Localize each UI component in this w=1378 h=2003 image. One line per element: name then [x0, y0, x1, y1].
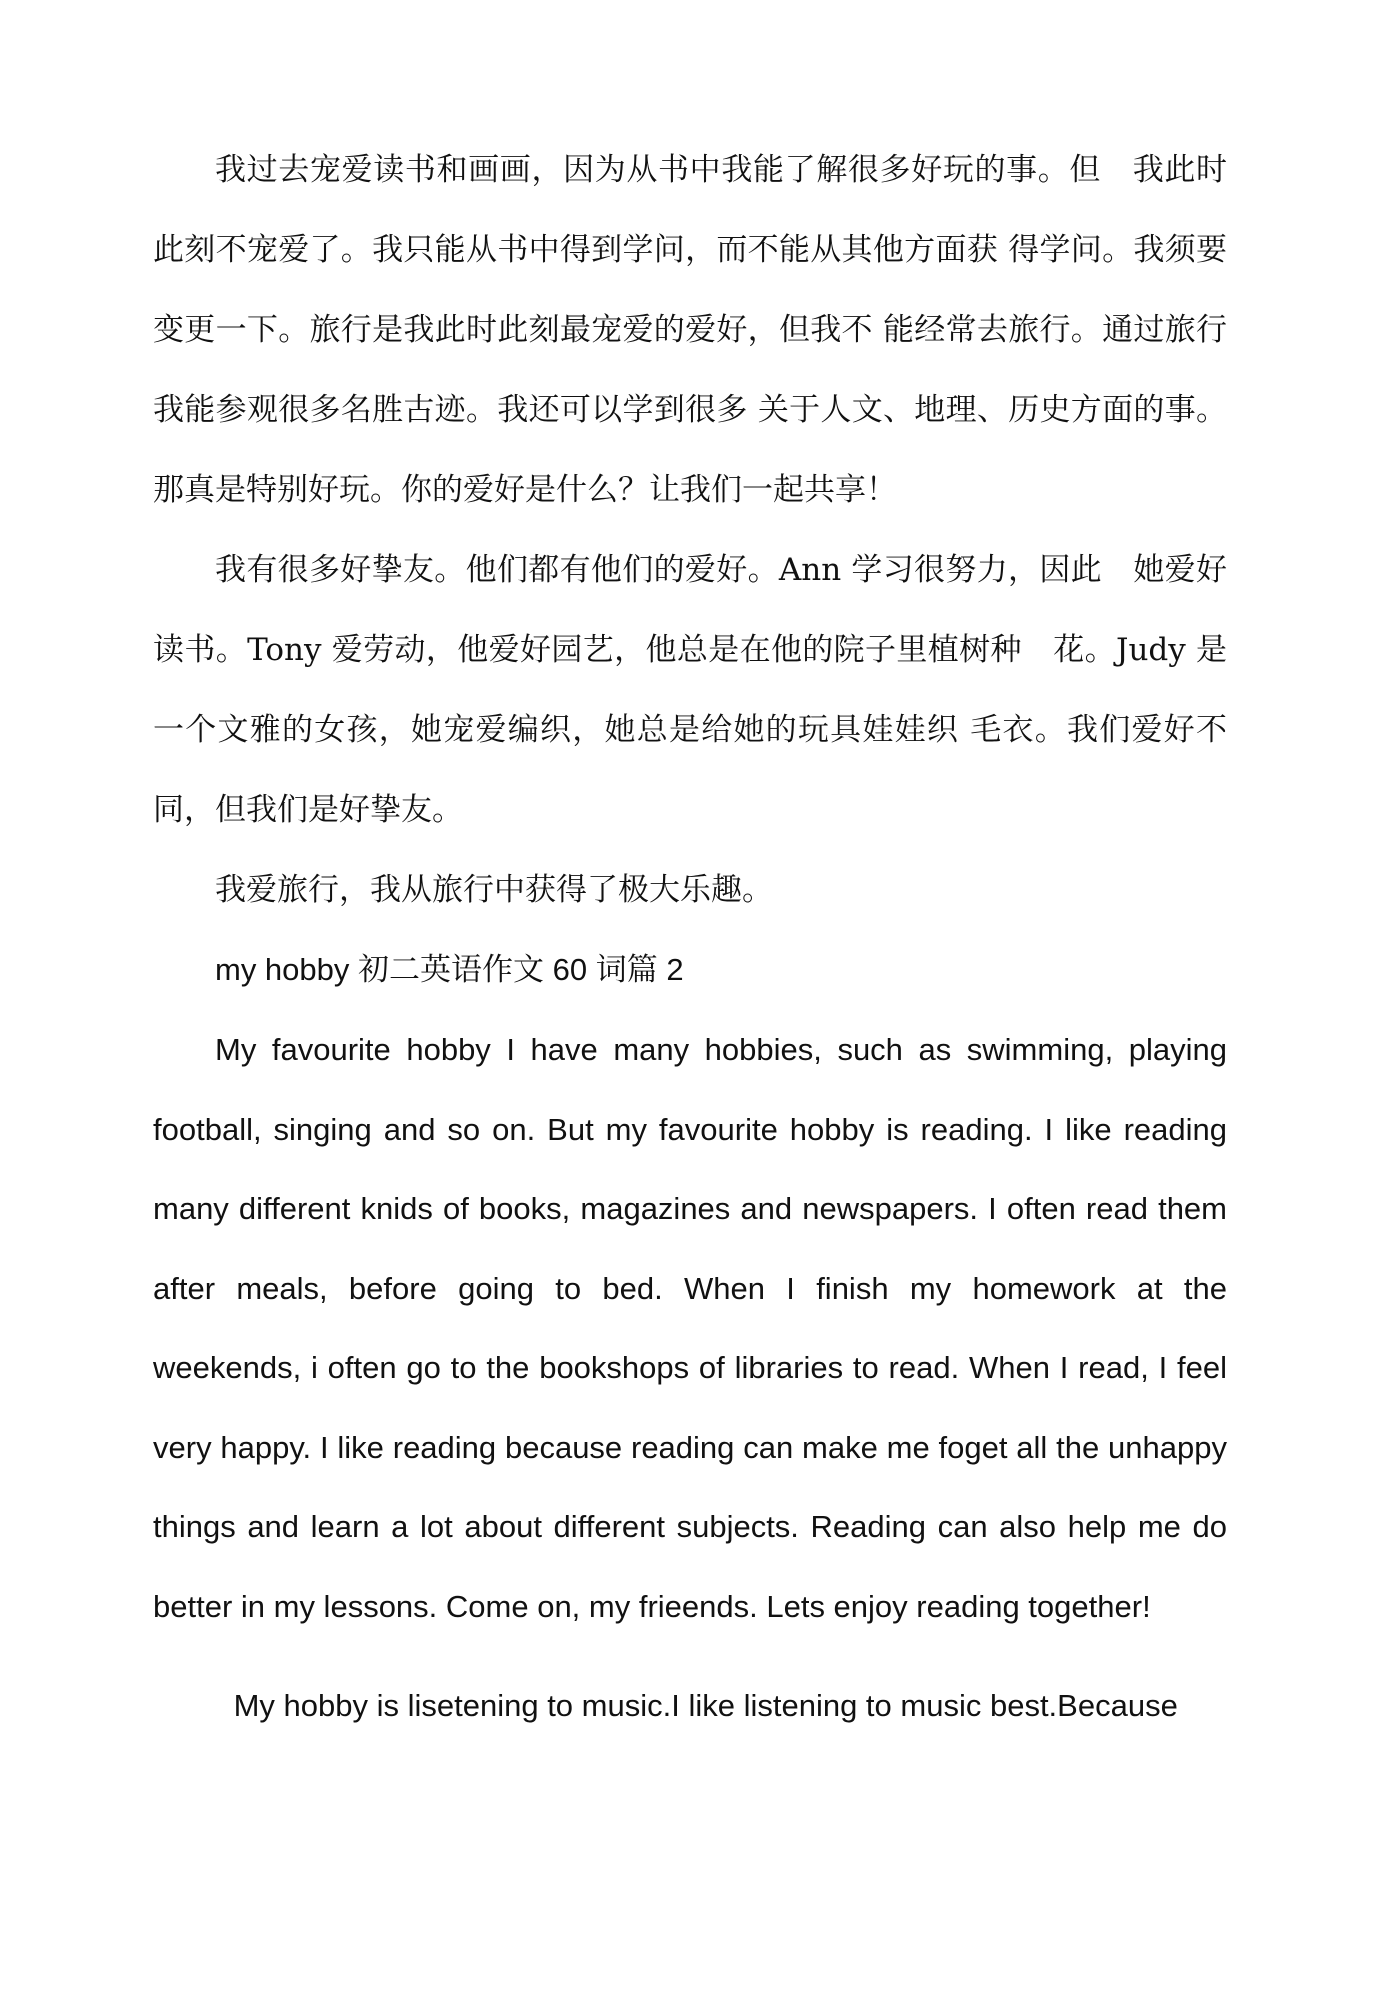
document-page	[153, 130, 1227, 1746]
paragraph-music-hobby: My hobby is lisetening to music.I like listening to music best.Because	[233, 1688, 1178, 1723]
paragraph-favourite-hobby: My favourite hobby I have many hobbies, such as swimming, playing football, singing and so on. But my favourite hobby is reading. I like reading many different knids of books, magazines and newspapers. I often read them after meals, before going to bed. When I finish my homework at the weekends, i often go to the bookshops of libraries to read. When I read, I feel very happy. I like reading because reading can make me foget all the unhappy things and learn a lot about different subjects. Reading can also help me do better in my lessons. Come on, my frieends. Lets enjoy reading together!	[153, 1032, 1227, 1624]
paragraph-friends-hobbies: 我有很多好挚友。他们都有他们的爱好。Ann 学习很努力，因此 她爱好读书。Tony 爱劳动，他爱好园艺，他总是在他的院子里植树种 花。Judy 是一个文雅的女孩，她宠爱编织，她总是给她的玩具娃娃织 毛衣。我们爱好不同，但我们是好挚友。	[153, 552, 1227, 828]
paragraph-love-travel: 我爱旅行，我从旅行中获得了极大乐趣。	[215, 872, 773, 908]
section-title: my hobby 初二英语作文 60 词篇 2	[215, 952, 684, 987]
paragraph-travel-hobby: 我过去宠爱读书和画画，因为从书中我能了解很多好玩的事。但 我此时此刻不宠爱了。我只能从书中得到学问，而不能从其他方面获 得学问。我须要变更一下。旅行是我此时此刻最宠爱的爱好，但我不 能经常去旅行。通过旅行我能参观很多名胜古迹。我还可以学到很多 关于人文、地理、历史方面的事。那真是特别好玩。你的爱好是什么？让我们一起共享！	[153, 152, 1227, 508]
